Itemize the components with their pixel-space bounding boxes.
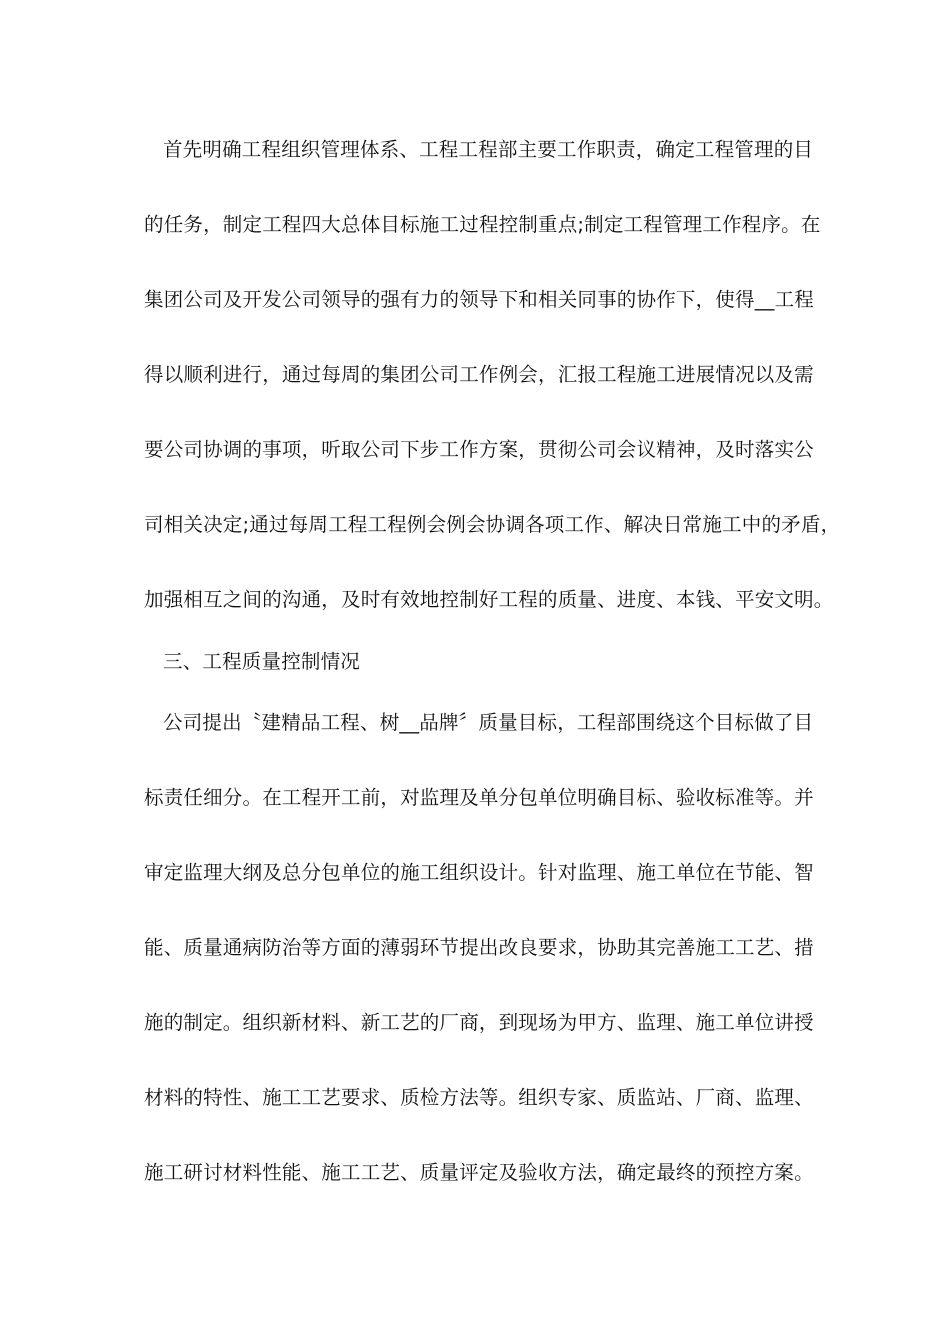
paragraph-line-13: 施的制定。组织新材料、新工艺的厂商，到现场为甲方、监理、施工单位讲授 bbox=[144, 1011, 814, 1034]
section-heading: 三、工程质量控制情况 bbox=[163, 650, 361, 673]
paragraph-line-5: 要公司协调的事项，听取公司下步工作方案，贯彻公司会议精神，及时落实公 bbox=[144, 438, 814, 461]
paragraph-line-7: 加强相互之间的沟通，及时有效地控制好工程的质量、进度、本钱、平安文明。 bbox=[144, 588, 834, 611]
paragraph-line-1: 首先明确工程组织管理体系、工程工程部主要工作职责，确定工程管理的目 bbox=[163, 138, 814, 161]
paragraph-line-14: 材料的特性、施工工艺要求、质检方法等。组织专家、质监站、厂商、监理、 bbox=[144, 1086, 814, 1109]
paragraph-line-2: 的任务，制定工程四大总体目标施工过程控制重点;制定工程管理工作程序。在 bbox=[144, 213, 821, 236]
paragraph-line-11: 审定监理大纲及总分包单位的施工组织设计。针对监理、施工单位在节能、智 bbox=[144, 861, 814, 884]
paragraph-line-6: 司相关决定;通过每周工程工程例会例会协调各项工作、解决日常施工中的矛盾， bbox=[144, 513, 841, 536]
paragraph-line-3: 集团公司及开发公司领导的强有力的领导下和相关同事的协作下，使得__工程 bbox=[144, 288, 815, 311]
paragraph-line-15: 施工研讨材料性能、施工工艺、质量评定及验收方法，确定最终的预控方案。 bbox=[144, 1161, 814, 1184]
paragraph-line-12: 能、质量通病防治等方面的薄弱环节提出改良要求，协助其完善施工工艺、措 bbox=[144, 936, 814, 959]
paragraph-line-10: 标责任细分。在工程开工前，对监理及单分包单位明确目标、验收标准等。并 bbox=[144, 786, 814, 809]
paragraph-line-4: 得以顺利进行，通过每周的集团公司工作例会，汇报工程施工进展情况以及需 bbox=[144, 363, 814, 386]
paragraph-line-9: 公司提出〝建精品工程、树__品牌〞质量目标，工程部围绕这个目标做了目 bbox=[163, 711, 814, 734]
